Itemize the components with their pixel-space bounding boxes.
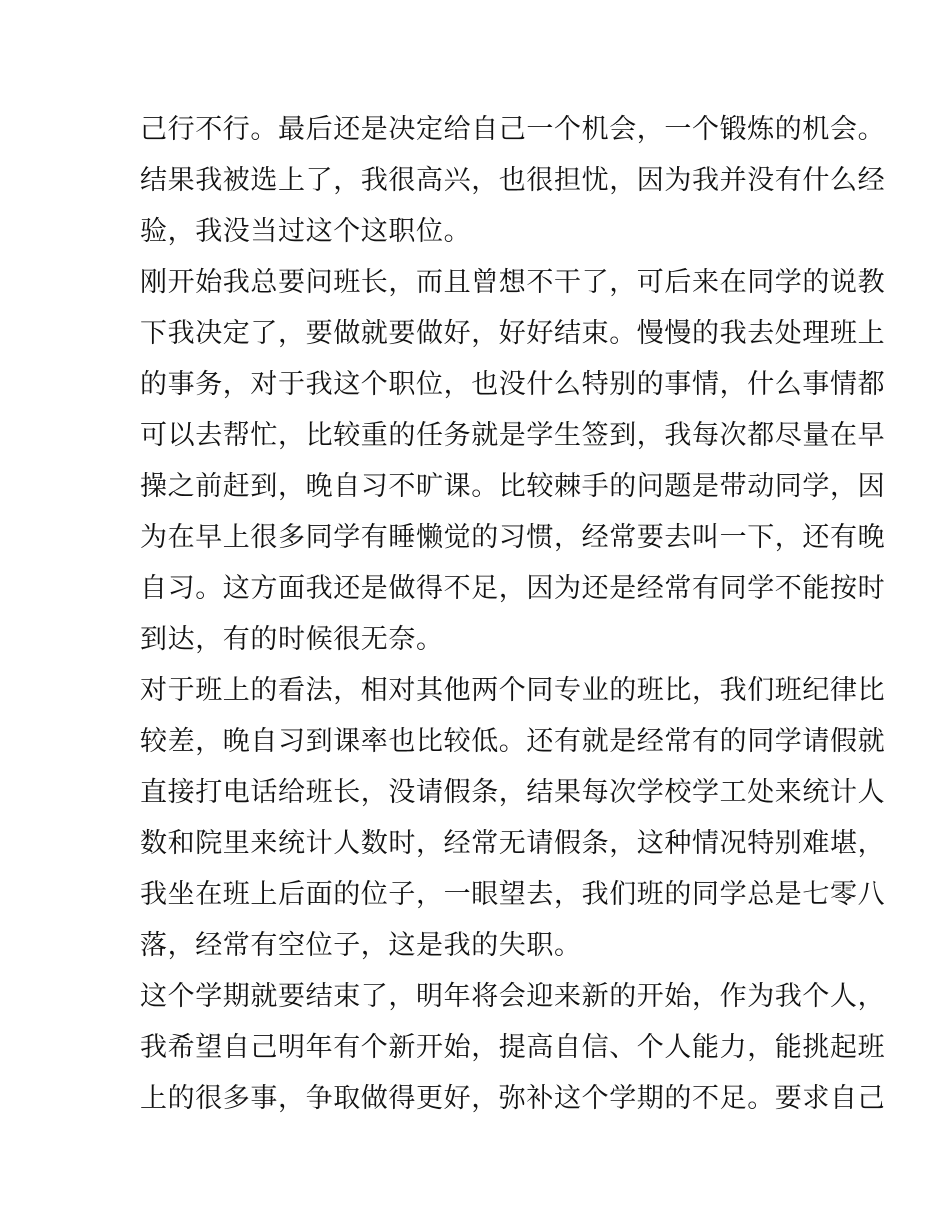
text-line: 落，经常有空位子，这是我的失职。 bbox=[140, 930, 582, 961]
text-line: 这个学期就要结束了，明年将会迎来新的开始，作为我个人， bbox=[140, 981, 886, 1012]
text-line: 我希望自己明年有个新开始，提高自信、个人能力，能挑起班 bbox=[140, 1032, 886, 1063]
text-line: 操之前赶到，晚自习不旷课。比较棘手的问题是带动同学，因 bbox=[140, 471, 886, 502]
text-line: 刚开始我总要问班长，而且曾想不干了，可后来在同学的说教 bbox=[140, 267, 886, 298]
document-body bbox=[140, 104, 886, 1124]
text-line: 为在早上很多同学有睡懒觉的习惯，经常要去叫一下，还有晚 bbox=[140, 522, 886, 553]
text-line: 验，我没当过这个这职位。 bbox=[140, 216, 472, 247]
text-line: 己行不行。最后还是决定给自己一个机会，一个锻炼的机会。 bbox=[140, 114, 886, 145]
text-line: 我坐在班上后面的位子，一眼望去，我们班的同学总是七零八 bbox=[140, 879, 886, 910]
text-line: 对于班上的看法，相对其他两个同专业的班比，我们班纪律比 bbox=[140, 675, 886, 706]
text-line: 数和院里来统计人数时，经常无请假条，这种情况特别难堪， bbox=[140, 828, 886, 859]
text-line: 自习。这方面我还是做得不足，因为还是经常有同学不能按时 bbox=[140, 573, 886, 604]
text-line: 上的很多事，争取做得更好，弥补这个学期的不足。要求自己 bbox=[140, 1083, 886, 1114]
text-line: 直接打电话给班长，没请假条，结果每次学校学工处来统计人 bbox=[140, 777, 886, 808]
text-line: 结果我被选上了，我很高兴，也很担忧，因为我并没有什么经 bbox=[140, 165, 886, 196]
text-line: 较差，晚自习到课率也比较低。还有就是经常有的同学请假就 bbox=[140, 726, 886, 757]
text-line: 下我决定了，要做就要做好，好好结束。慢慢的我去处理班上 bbox=[140, 318, 886, 349]
text-line: 的事务，对于我这个职位，也没什么特别的事情，什么事情都 bbox=[140, 369, 886, 400]
text-line: 到达，有的时候很无奈。 bbox=[140, 624, 444, 655]
text-line: 可以去帮忙，比较重的任务就是学生签到，我每次都尽量在早 bbox=[140, 420, 886, 451]
